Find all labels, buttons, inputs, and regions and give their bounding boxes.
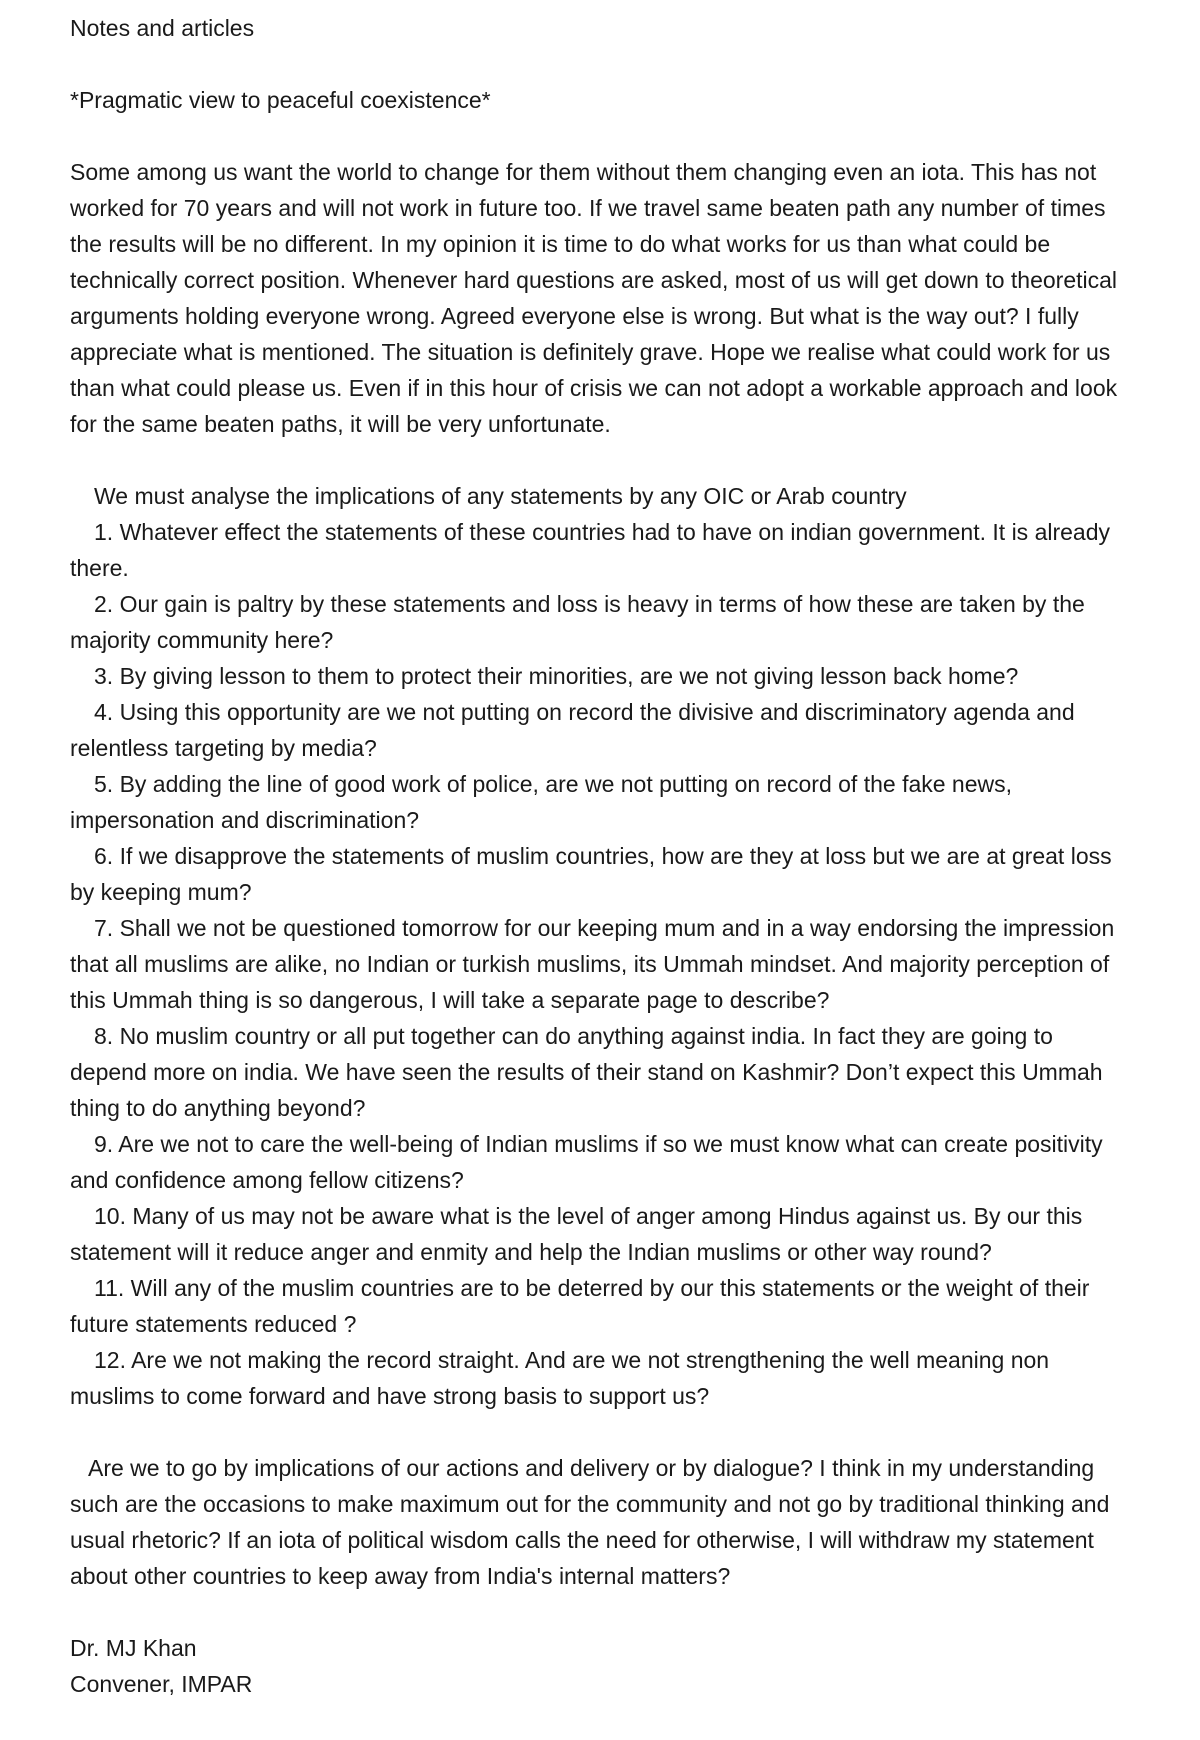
intro-paragraph: Some among us want the world to change for them without them changing even an iota. This has not worked for 70 years and will not work in future too. If we travel same beaten path any number of times the results will be no different. In my opinion it is time to do what works for us than what could be technically correct position. Whenever hard questions are asked, most of us will get down to theoretical arguments holding everyone wrong. Agreed everyone else is wrong. But what is the way out? I fully appreciate what is mentioned. The situation is definitely grave. Hope we realise what could work for us than what could please us. Even if in this hour of crisis we can not adopt a workable approach and look for the same beaten paths, it will be very unfortunate.	[70, 159, 1118, 437]
list-item: 12. Are we not making the record straight. And are we not strengthening the well meaning non muslims to come forward and have strong basis to support us?	[70, 1347, 1050, 1409]
analysis-list	[70, 514, 1130, 1414]
list-item: 6. If we disapprove the statements of muslim countries, how are they at loss but we are at great loss by keeping mum?	[70, 843, 1112, 905]
list-item: 5. By adding the line of good work of police, are we not putting on record of the fake news, impersonation and discrimination?	[70, 771, 1013, 833]
list-item: 1. Whatever effect the statements of these countries had to have on indian government. It is already there.	[70, 519, 1110, 581]
article-title: *Pragmatic view to peaceful coexistence*	[70, 87, 491, 113]
signature-role: Convener, IMPAR	[70, 1671, 253, 1697]
conclusion-paragraph: Are we to go by implications of our actions and delivery or by dialogue? I think in my understanding such are the occasions to make maximum out for the community and not go by traditional thinking and usual rhetoric? If an iota of political wisdom calls the need for otherwise, I will withdraw my statement about other countries to keep away from India's internal matters?	[70, 1455, 1110, 1589]
list-item: 8. No muslim country or all put together can do anything against india. In fact they are going to depend more on india. We have seen the results of their stand on Kashmir? Don’t expect this Ummah thing to do anything beyond?	[70, 1023, 1103, 1121]
section-label: Notes and articles	[70, 15, 255, 41]
spacer	[70, 46, 1130, 82]
spacer	[70, 442, 1130, 478]
list-item: 10. Many of us may not be aware what is the level of anger among Hindus against us. By our this statement will it reduce anger and enmity and help the Indian muslims or other way round?	[70, 1203, 1083, 1265]
list-item: 9. Are we not to care the well-being of Indian muslims if so we must know what can create positivity and confidence among fellow citizens?	[70, 1131, 1103, 1193]
list-item: 3. By giving lesson to them to protect their minorities, are we not giving lesson back home?	[94, 663, 1019, 689]
analysis-lead: We must analyse the implications of any statements by any OIC or Arab country	[94, 483, 907, 509]
list-item: 7. Shall we not be questioned tomorrow for our keeping mum and in a way endorsing the impression that all muslims are alike, no Indian or turkish muslims, its Ummah mindset. And majority perception of this Ummah thing is so dangerous, I will take a separate page to describe?	[70, 915, 1115, 1013]
spacer	[70, 1594, 1130, 1630]
document-page	[70, 10, 1130, 1702]
spacer	[70, 118, 1130, 154]
list-item: 11. Will any of the muslim countries are to be deterred by our this statements or the weight of their future statements reduced ?	[70, 1275, 1090, 1337]
list-item: 4. Using this opportunity are we not putting on record the divisive and discriminatory agenda and relentless targeting by media?	[70, 699, 1075, 761]
list-item: 2. Our gain is paltry by these statements and loss is heavy in terms of how these are taken by the majority community here?	[70, 591, 1085, 653]
spacer	[70, 1414, 1130, 1450]
signature-name: Dr. MJ Khan	[70, 1635, 197, 1661]
